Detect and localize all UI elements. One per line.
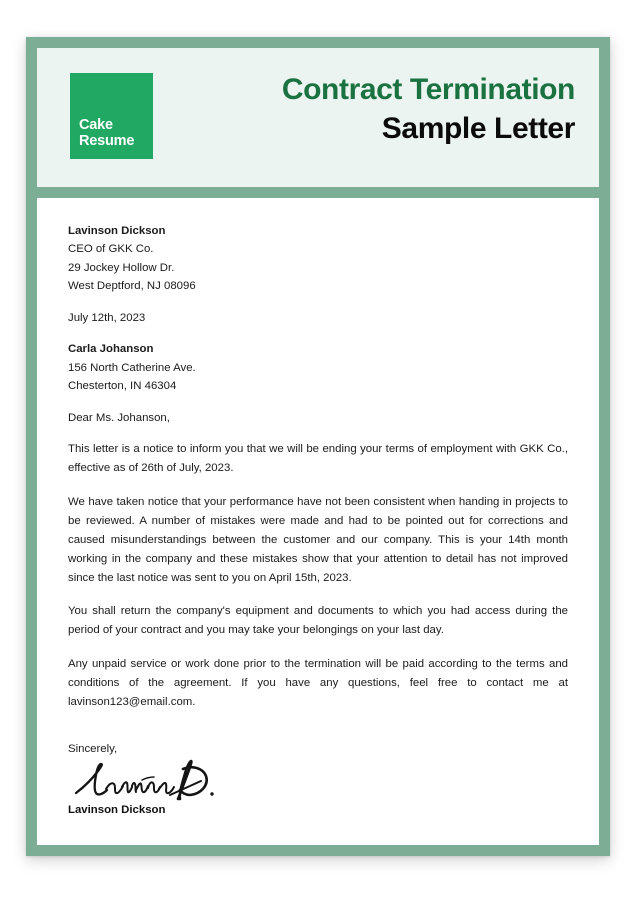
sender-block [68, 222, 568, 296]
letter-body [37, 198, 599, 845]
body-paragraph: Any unpaid service or work done prior to the termination will be paid according to the terms and conditions of the agreement. If you have any questions, feel free to contact me at lavinson123@email.com. [68, 657, 568, 708]
handwritten-signature [70, 759, 220, 805]
cakeresume-logo [70, 73, 153, 159]
closing-salutation: Sincerely, [68, 743, 118, 756]
body-paragraph: You shall return the company's equipment and documents to which you had access during the period of your contract and you may take your belongings on your last day. [68, 605, 568, 637]
sender-line: 29 Jockey Hollow Dr. [68, 261, 175, 274]
recipient-name: Carla Johanson [68, 343, 154, 356]
recipient-line: Chesterton, IN 46304 [68, 380, 177, 393]
logo-wordmark [79, 117, 134, 149]
document-title-secondary: Sample Letter [381, 112, 575, 145]
letter-date-block [68, 309, 568, 327]
sender-line: West Deptford, NJ 08096 [68, 280, 196, 293]
document-inner [37, 48, 599, 845]
document-green-frame [26, 37, 610, 856]
signoff-block [68, 740, 568, 819]
recipient-line: 156 North Catherine Ave. [68, 361, 196, 374]
document-title-primary: Contract Termination [281, 73, 575, 106]
sender-line: CEO of GKK Co. [68, 243, 154, 256]
body-paragraph: This letter is a notice to inform you that we will be ending your terms of employment with GKK Co., effective as of 26th of July, 2023. [68, 443, 568, 475]
body-paragraph: We have taken notice that your performance have not been consistent when handing in projects to be reviewed. A number of mistakes were made and had to be pointed out for corrections and caused misunderstandings between the customer and our company. This is your 14th month working in the company and these mistakes show that your attention to detail has not improved since the last notice was sent to you on April 15th, 2023. [68, 495, 568, 585]
document-title-block [282, 70, 575, 148]
letter-header-band [37, 48, 599, 187]
salutation: Dear Ms. Johanson, [68, 411, 170, 424]
logo-line-2: Resume [79, 132, 135, 149]
signer-name: Lavinson Dickson [68, 804, 166, 817]
header-divider [37, 187, 599, 198]
recipient-block [68, 340, 568, 395]
logo-line-1: Cake [79, 116, 113, 133]
salutation-block [68, 409, 568, 427]
letter-date: July 12th, 2023 [68, 311, 146, 324]
sender-name: Lavinson Dickson [68, 225, 166, 237]
